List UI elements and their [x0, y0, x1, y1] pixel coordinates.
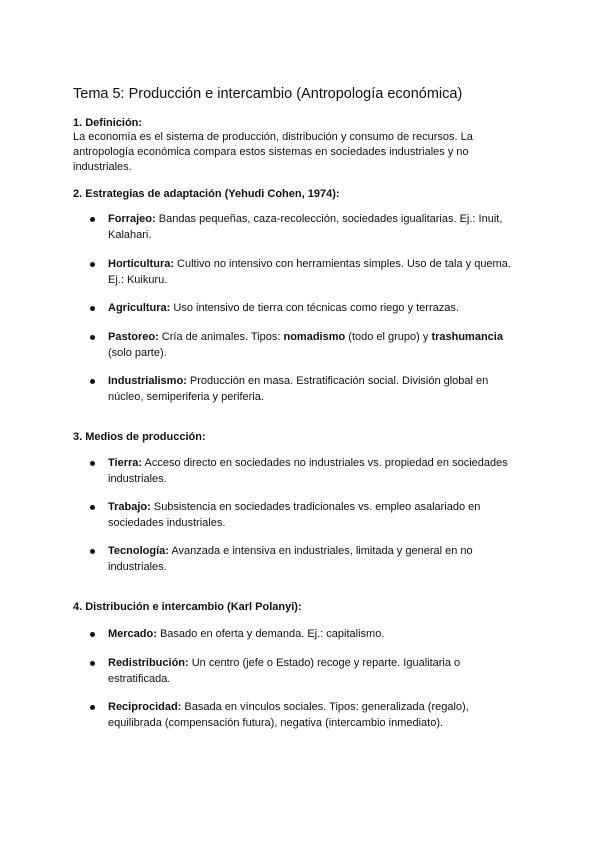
term: Industrialismo:: [108, 375, 187, 387]
list-item: [90, 330, 520, 361]
description: Uso intensivo de tierra con técnicas como riego y terrazas.: [170, 302, 459, 314]
description: Cultivo no intensivo con herramientas simples. Uso de tala y quema. Ej.: Kuikuru.: [108, 258, 511, 286]
term: Forrajeo:: [108, 213, 156, 225]
section-heading-distribucion: 4. Distribución e intercambio (Karl Polanyi):: [73, 601, 302, 613]
bullet-dot: [90, 379, 95, 384]
section-heading-definicion: 1. Definición:: [73, 117, 143, 129]
bullet-dot: [90, 306, 95, 311]
term: Agricultura:: [108, 302, 171, 314]
section-heading-estrategias: 2. Estrategias de adaptación (Yehudi Cohen, 1974):: [73, 188, 340, 200]
description: Acceso directo en sociedades no industriales vs. propiedad en sociedades industriales.: [108, 457, 508, 485]
term: Horticultura:: [108, 258, 174, 270]
bullet-dot: [90, 549, 95, 554]
term: Redistribución:: [108, 657, 189, 669]
description: Cría de animales. Tipos:: [158, 331, 284, 343]
bullet-dot: [90, 461, 95, 466]
description: Basado en oferta y demanda. Ej.: capitalismo.: [156, 628, 385, 640]
bullet-dot: [90, 335, 95, 340]
description: Bandas pequeñas, caza-recolección, sociedades igualitarias. Ej.: Inuit, Kalahari.: [108, 213, 503, 241]
description: Un centro (jefe o Estado) recoge y reparte. Igualitaria o estratificada.: [108, 657, 461, 685]
bullet-dot: [90, 705, 95, 710]
term: Tierra:: [108, 457, 143, 469]
description: (todo el grupo) y: [345, 331, 432, 343]
emphasis: nomadismo: [283, 331, 346, 343]
section-heading-medios: 3. Medios de producción:: [73, 431, 206, 443]
description: Producción en masa. Estratificación social. División global en núcleo, semiperiferia y periferia.: [108, 375, 489, 403]
bullet-dot: [90, 661, 95, 666]
bullet-dot: [90, 217, 95, 222]
definition-paragraph: La economía es el sistema de producción, distribución y consumo de recursos. La antropología económica compara estos sistemas en sociedades industriales y no industriales.: [73, 131, 473, 173]
term: Pastoreo:: [108, 331, 159, 343]
description: (solo parte).: [108, 346, 167, 359]
description: Subsistencia en sociedades tradicionales vs. empleo asalariado en sociedades industriales.: [108, 501, 481, 529]
description: Basada en vínculos sociales. Tipos: generalizada (regalo), equilibrada (compensación futura), negativa (intercambio inmediato).: [108, 701, 469, 729]
term: Tecnología:: [108, 545, 169, 557]
list-item: [90, 301, 520, 317]
term: Reciprocidad:: [108, 701, 182, 713]
list-item: [90, 500, 520, 531]
emphasis: trashumancia: [431, 331, 503, 343]
list-item: [90, 257, 520, 288]
list-item: [90, 656, 520, 687]
page-title: Tema 5: Producción e intercambio (Antropología económica): [73, 86, 463, 102]
list-item: [90, 456, 520, 487]
list-item: [90, 627, 520, 643]
list-item: [90, 544, 520, 575]
list-item: [90, 212, 520, 243]
description: Avanzada e intensiva en industriales, limitada y general en no industriales.: [108, 545, 473, 573]
term: Trabajo:: [108, 501, 151, 513]
list-item: [90, 700, 520, 731]
bullet-dot: [90, 632, 95, 637]
bullet-dot: [90, 505, 95, 510]
bullet-dot: [90, 262, 95, 267]
term: Mercado:: [108, 628, 157, 640]
list-item: [90, 374, 520, 405]
